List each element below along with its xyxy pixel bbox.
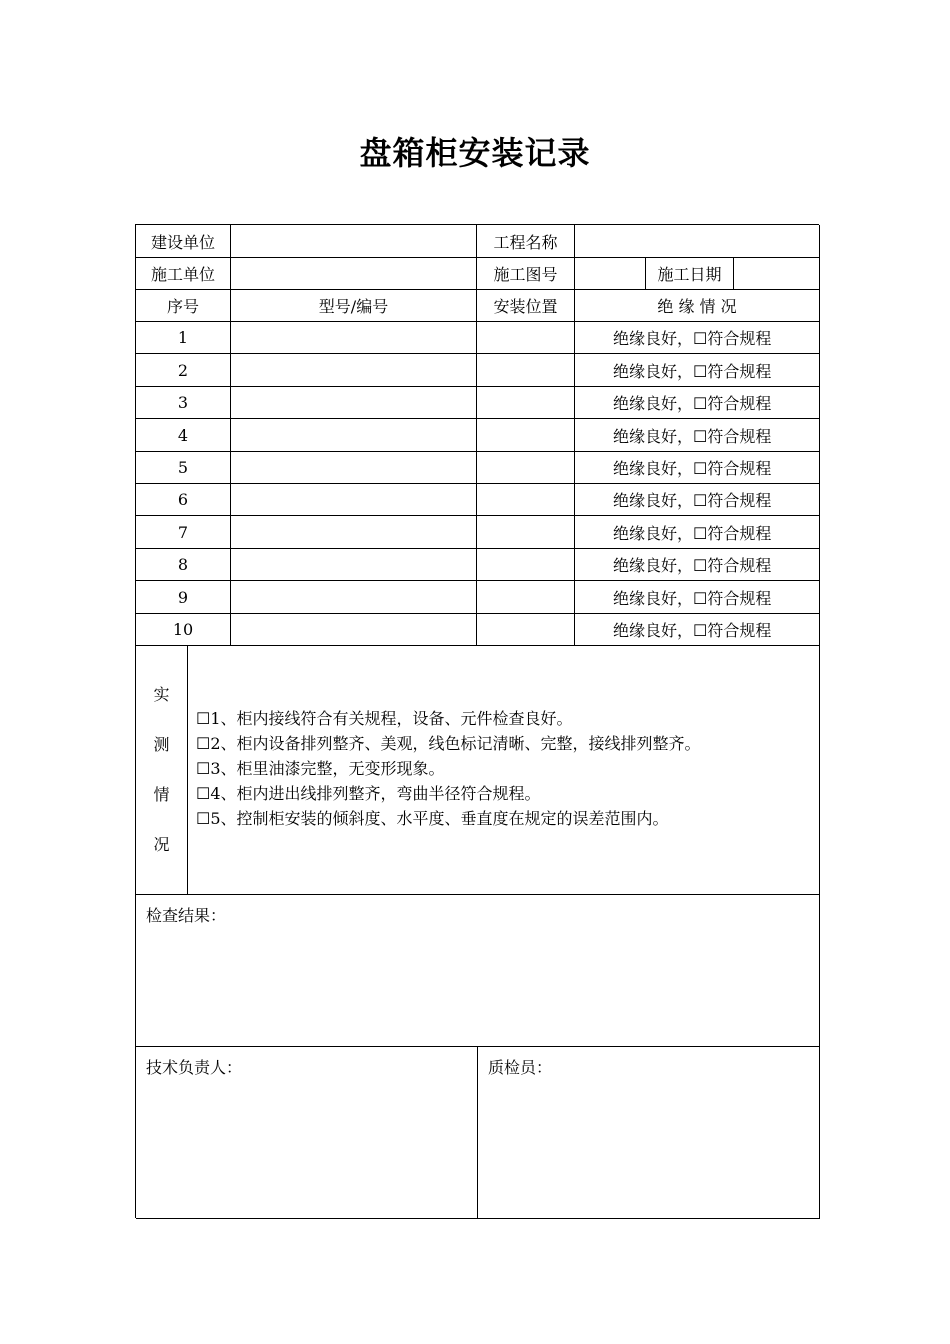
- row-no: 10: [136, 614, 231, 646]
- row-insulation[interactable]: 绝缘良好，☐符合规程: [575, 354, 820, 387]
- label-shigong-tuhao: 施工图号: [477, 258, 575, 290]
- column-header-jueyuan: 绝 缘 情 况: [575, 290, 820, 322]
- column-header-anzhuang-weizhi: 安装位置: [477, 290, 575, 322]
- label-shigong-danwei: 施工单位: [136, 258, 231, 290]
- field-shigong-danwei[interactable]: [231, 258, 477, 290]
- tech-lead-label: 技术负责人：: [146, 1058, 243, 1077]
- row-no: 2: [136, 354, 231, 387]
- row-no: 3: [136, 387, 231, 419]
- row-model-field[interactable]: [231, 484, 477, 516]
- row-model-field[interactable]: [231, 581, 477, 614]
- measurement-label-char: 情: [153, 785, 170, 804]
- column-header-xinghao: 型号/编号: [231, 290, 477, 322]
- check-item-3[interactable]: ☐3、柜里油漆完整，无变形现象。: [196, 759, 445, 778]
- check-result-area[interactable]: [136, 895, 820, 1047]
- row-no: 1: [136, 322, 231, 354]
- label-gongcheng-mingcheng: 工程名称: [477, 225, 575, 258]
- row-insulation[interactable]: 绝缘良好，☐符合规程: [575, 516, 820, 549]
- row-location-field[interactable]: [477, 484, 575, 516]
- row-model-field[interactable]: [231, 354, 477, 387]
- label-jianshe-danwei: 建设单位: [136, 225, 231, 258]
- row-model-field[interactable]: [231, 516, 477, 549]
- check-item-5[interactable]: ☐5、控制柜安装的倾斜度、水平度、垂直度在规定的误差范围内。: [196, 809, 669, 828]
- row-insulation[interactable]: 绝缘良好，☐符合规程: [575, 452, 820, 484]
- field-shigong-riqi[interactable]: [734, 258, 820, 290]
- page-title: 盘箱柜安装记录: [359, 134, 591, 172]
- field-shigong-tuhao[interactable]: [575, 258, 646, 290]
- row-insulation[interactable]: 绝缘良好，☐符合规程: [575, 581, 820, 614]
- row-no: 8: [136, 549, 231, 581]
- measurement-checklist: [196, 706, 701, 831]
- row-no: 9: [136, 581, 231, 614]
- row-location-field[interactable]: [477, 387, 575, 419]
- row-insulation[interactable]: 绝缘良好，☐符合规程: [575, 484, 820, 516]
- field-jianshe-danwei[interactable]: [231, 225, 477, 258]
- row-model-field[interactable]: [231, 322, 477, 354]
- row-location-field[interactable]: [477, 452, 575, 484]
- measurement-label-char: 况: [153, 835, 170, 854]
- row-insulation[interactable]: 绝缘良好，☐符合规程: [575, 387, 820, 419]
- row-location-field[interactable]: [477, 354, 575, 387]
- check-item-4[interactable]: ☐4、柜内进出线排列整齐，弯曲半径符合规程。: [196, 784, 541, 803]
- check-result-label: 检查结果：: [146, 906, 227, 925]
- row-no: 6: [136, 484, 231, 516]
- row-insulation[interactable]: 绝缘良好，☐符合规程: [575, 419, 820, 452]
- field-gongcheng-mingcheng[interactable]: [575, 225, 820, 258]
- row-no: 5: [136, 452, 231, 484]
- row-location-field[interactable]: [477, 419, 575, 452]
- row-model-field[interactable]: [231, 387, 477, 419]
- measurement-label: [136, 646, 188, 895]
- measurement-label-char: 实: [153, 685, 170, 704]
- row-insulation[interactable]: 绝缘良好，☐符合规程: [575, 614, 820, 646]
- check-item-1[interactable]: ☐1、柜内接线符合有关规程，设备、元件检查良好。: [196, 709, 573, 728]
- row-model-field[interactable]: [231, 419, 477, 452]
- inspector-signature-area[interactable]: [478, 1047, 820, 1219]
- row-location-field[interactable]: [477, 516, 575, 549]
- row-location-field[interactable]: [477, 614, 575, 646]
- row-insulation[interactable]: 绝缘良好，☐符合规程: [575, 549, 820, 581]
- row-model-field[interactable]: [231, 452, 477, 484]
- row-no: 4: [136, 419, 231, 452]
- inspector-label: 质检员：: [488, 1058, 553, 1077]
- row-location-field[interactable]: [477, 581, 575, 614]
- column-header-xuhao: 序号: [136, 290, 231, 322]
- row-no: 7: [136, 516, 231, 549]
- measurement-label-char: 测: [153, 735, 170, 754]
- row-model-field[interactable]: [231, 549, 477, 581]
- row-model-field[interactable]: [231, 614, 477, 646]
- row-location-field[interactable]: [477, 549, 575, 581]
- check-item-2[interactable]: ☐2、柜内设备排列整齐、美观，线色标记清晰、完整，接线排列整齐。: [196, 734, 701, 753]
- tech-lead-signature-area[interactable]: [136, 1047, 478, 1219]
- row-location-field[interactable]: [477, 322, 575, 354]
- row-insulation[interactable]: 绝缘良好，☐符合规程: [575, 322, 820, 354]
- label-shigong-riqi: 施工日期: [646, 258, 734, 290]
